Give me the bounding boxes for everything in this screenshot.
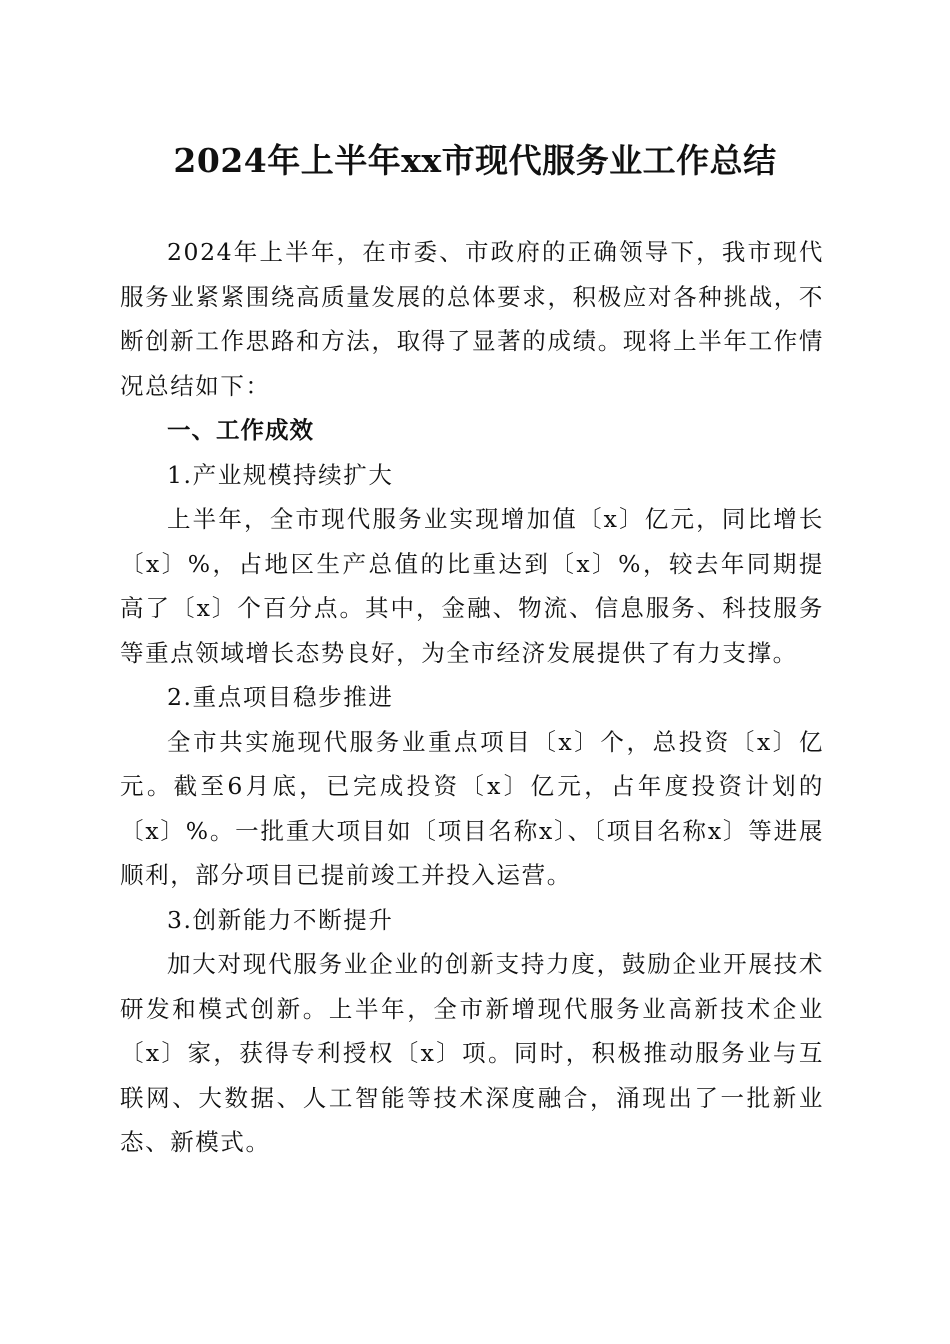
paragraph-industry-scale: 上半年，全市现代服务业实现增加值〔x〕亿元，同比增长〔x〕%，占地区生产总值的比重达到〔x〕%，较去年同期提高了〔x〕个百分点。其中，金融、物流、信息服务、科技服务等重点领域增长态势良好，为全市经济发展提供了有力支撑。	[120, 505, 824, 667]
document-body	[120, 230, 824, 1165]
subheading-industry-scale: 1.产业规模持续扩大	[167, 460, 394, 489]
subheading-innovation: 3.创新能力不断提升	[167, 905, 394, 934]
section-heading-work-results: 一、工作成效	[167, 416, 314, 444]
paragraph-innovation: 加大对现代服务业企业的创新支持力度，鼓励企业开展技术研发和模式创新。上半年，全市新增现代服务业高新技术企业〔x〕家，获得专利授权〔x〕项。同时，积极推动服务业与互联网、大数据、人工智能等技术深度融合，涌现出了一批新业态、新模式。	[120, 950, 824, 1156]
subheading-key-projects: 2.重点项目稳步推进	[167, 683, 394, 711]
intro-paragraph: 2024年上半年，在市委、市政府的正确领导下，我市现代服务业紧紧围绕高质量发展的总体要求，积极应对各种挑战，不断创新工作思路和方法，取得了显著的成绩。现将上半年工作情况总结如下：	[120, 238, 824, 400]
paragraph-key-projects: 全市共实施现代服务业重点项目〔x〕个，总投资〔x〕亿元。截至6月底，已完成投资〔x〕亿元，占年度投资计划的〔x〕%。一批重大项目如〔项目名称x〕、〔项目名称x〕等进展顺利，部分项目已提前竣工并投入运营。	[120, 727, 824, 889]
document-title: 2024年上半年xx市现代服务业工作总结	[173, 141, 777, 180]
